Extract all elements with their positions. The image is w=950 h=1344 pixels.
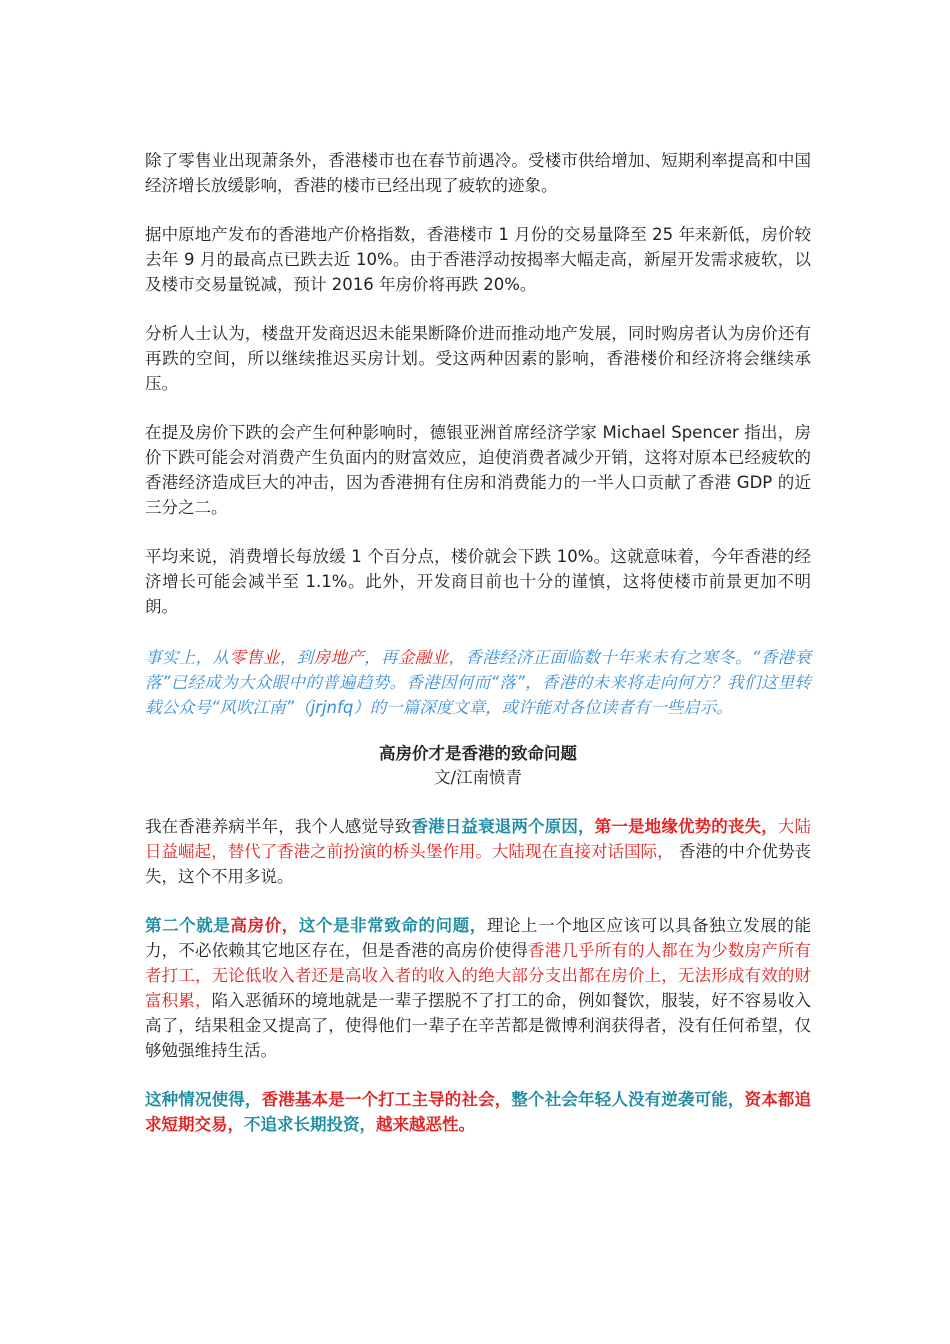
document-body bbox=[145, 148, 811, 1137]
highlight-red-bold: 资本都追求短期交易， bbox=[145, 1090, 812, 1134]
highlight-red-bold: 第一是地缘优势的丧失， bbox=[594, 817, 778, 836]
editor-note-text-2: ，到 bbox=[279, 648, 314, 667]
highlight-red-bold: 越来越恶性。 bbox=[376, 1115, 475, 1134]
editor-note-highlight-property: 房地产 bbox=[313, 648, 365, 667]
highlight-teal: 这种情况使得， bbox=[145, 1090, 262, 1109]
text-run: 香港的中介优势丧失，这个不用多说。 bbox=[145, 842, 812, 886]
highlight-red: 大陆日益崛起，替代了香港之前扮演的桥头堡作用。大陆现在直接对话国际， bbox=[145, 817, 812, 861]
highlight-red: 香港几乎所有的人都在为少数房产所有者打工，无论低收入者还是高收入者的收入的绝大部分支出都在房价上，无法形成有效的财富积累， bbox=[145, 941, 812, 1010]
paragraph-consumption: 平均来说，消费增长每放缓 1 个百分点，楼价就会下跌 10%。这就意味着，今年香港的经济增长可能会减半至 1.1%。此外，开发商目前也十分的谨慎，这将使楼市前景更加不明朗。 bbox=[145, 547, 811, 616]
highlight-teal: 这个是非常致命的问题， bbox=[298, 916, 487, 935]
article-author: 文/江南愤青 bbox=[433, 768, 523, 787]
highlight-red-bold: 高房价， bbox=[230, 916, 299, 935]
editor-note-text-3: ，再 bbox=[364, 648, 398, 667]
editor-note-highlight-finance: 金融业 bbox=[397, 648, 449, 667]
highlight-teal: 第二个就是 bbox=[145, 916, 231, 935]
editor-note-text-1: 事实上，从 bbox=[145, 648, 230, 667]
article-paragraph-1 bbox=[145, 814, 811, 889]
highlight-teal: 香港日益衰退两个原因， bbox=[411, 817, 595, 836]
highlight-teal: 不追求长期投资， bbox=[244, 1115, 376, 1134]
text-run: 陷入恶循环的境地就是一辈子摆脱不了打工的命，例如餐饮，服装，好不容易收入高了，结果租金又提高了，使得他们一辈子在辛苦都是微博利润获得者，没有任何希望，仅够勉强维持生活。 bbox=[145, 991, 812, 1060]
article-heading bbox=[145, 742, 811, 790]
highlight-red-bold: 香港基本是一个打工主导的社会， bbox=[261, 1090, 512, 1109]
article-paragraph-2 bbox=[145, 913, 811, 1063]
paragraph-price-index: 据中原地产发布的香港地产价格指数，香港楼市 1 月份的交易量降至 25 年来新低，房价较去年 9 月的最高点已跌去近 10%。由于香港浮动按揭率大幅走高，新屋开发需求疲软，以及楼市交易量锐减，预计 2016 年房价将再跌 20%。 bbox=[145, 225, 811, 294]
text-run: 理论上一个地区应该可以具备独立发展的能力，不必依赖其它地区存在，但是香港的高房价使得 bbox=[145, 916, 812, 960]
article-paragraph-3 bbox=[145, 1087, 811, 1137]
highlight-teal: 整个社会年轻人没有逆袭可能， bbox=[511, 1090, 745, 1109]
text-run: 我在香港养病半年，我个人感觉导致 bbox=[145, 817, 412, 836]
editor-note bbox=[145, 645, 811, 720]
editor-note-highlight-retail: 零售业 bbox=[229, 648, 280, 667]
article-title: 高房价才是香港的致命问题 bbox=[379, 744, 577, 763]
editor-note-text-4: ，香港经济正面临数十年来未有之寒冬。“香港衰落”已经成为大众眼中的普遍趋势。香港因何而“落”，香港的未来将走向何方？我们这里转载公众号“风吹江南”（jrjnfq）的一篇深度文章，或许能对各位读者有一些启示。 bbox=[145, 648, 812, 717]
paragraph-retail-property: 除了零售业出现萧条外，香港楼市也在春节前遇冷。受楼市供给增加、短期利率提高和中国经济增长放缓影响，香港的楼市已经出现了疲软的迹象。 bbox=[145, 151, 811, 195]
paragraph-analysts: 分析人士认为，楼盘开发商迟迟未能果断降价进而推动地产发展，同时购房者认为房价还有再跌的空间，所以继续推迟买房计划。受这两种因素的影响，香港楼价和经济将会继续承压。 bbox=[145, 324, 811, 393]
paragraph-spencer: 在提及房价下跌的会产生何种影响时，德银亚洲首席经济学家 Michael Spencer 指出，房价下跌可能会对消费产生负面内的财富效应，迫使消费者减少开销，这将对原本已经疲软的香港经济造成巨大的冲击，因为香港拥有住房和消费能力的一半人口贡献了香港 GDP 的近三分之二。 bbox=[145, 423, 811, 517]
